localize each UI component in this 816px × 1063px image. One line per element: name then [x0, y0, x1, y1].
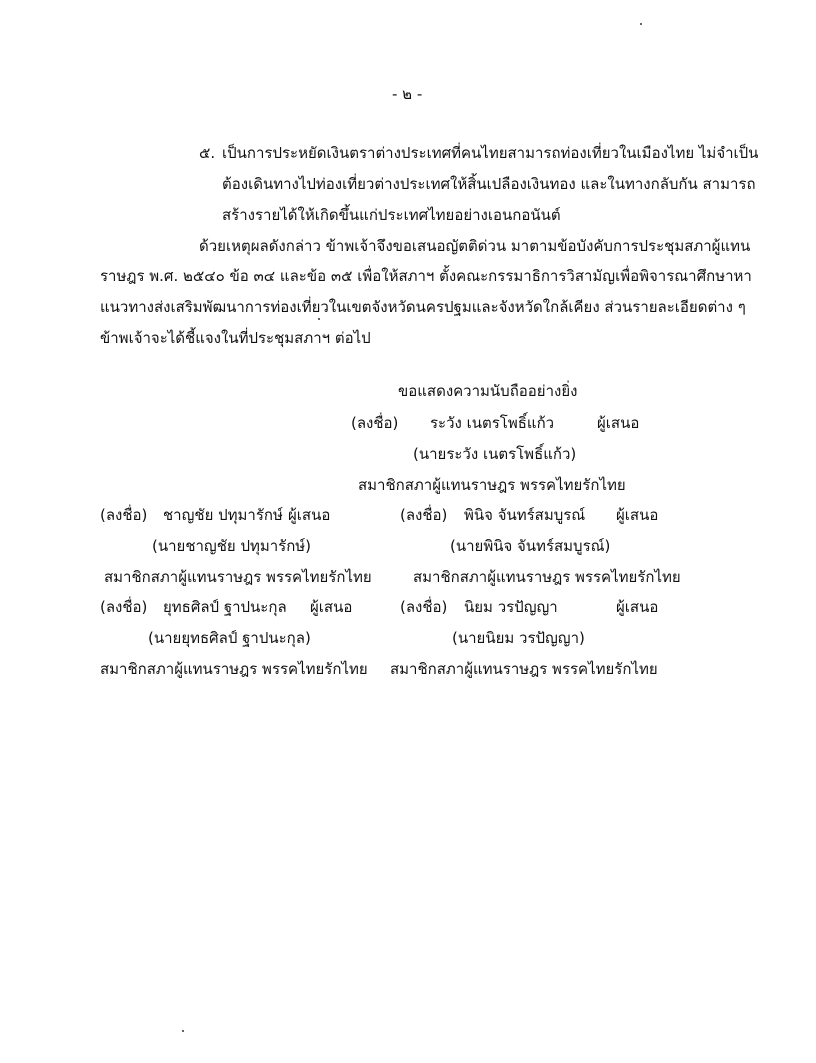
page-number: - ๒ - [392, 85, 423, 103]
closing-phrase: ขอแสดงความนับถืออย่างยิ่ง [398, 382, 578, 400]
signer-full-name: (นายพินิจ จันทร์สมบูรณ์) [450, 537, 611, 555]
scan-speck [318, 318, 320, 320]
signer-name: พินิจ จันทร์สมบูรณ์ [464, 506, 586, 524]
signer-position: สมาชิกสภาผู้แทนราษฎร พรรคไทยรักไทย [358, 476, 626, 494]
signer-position: สมาชิกสภาผู้แทนราษฎร พรรคไทยรักไทย [100, 660, 368, 678]
paragraph-line: แนวทางส่งเสริมพัฒนาการท่องเที่ยวในเขตจังหวัดนครปฐมและจังหวัดใกล้เคียง ส่วนรายละเอียดต่าง ๆ [100, 298, 746, 316]
signer-position: สมาชิกสภาผู้แทนราษฎร พรรคไทยรักไทย [413, 568, 681, 586]
sign-label: (ลงชื่อ) [400, 598, 448, 616]
item-text-line: เป็นการประหยัดเงินตราต่างประเทศที่คนไทยสามารถท่องเที่ยวในเมืองไทย ไม่จำเป็น [222, 144, 759, 162]
signer-full-name: (นายยุทธศิลป์ ฐาปนะกุล) [148, 629, 311, 647]
signer-role: ผู้เสนอ [597, 414, 640, 432]
paragraph-line: ราษฎร พ.ศ. ๒๕๔๐ ข้อ ๓๔ และข้อ ๓๕ เพื่อให้สภาฯ ตั้งคณะกรรมาธิการวิสามัญเพื่อพิจารณาศึกษาหา [100, 267, 752, 285]
signer-full-name: (นายนิยม วรปัญญา) [452, 629, 585, 647]
signer-name: นิยม วรปัญญา [464, 598, 558, 616]
sign-label: (ลงชื่อ) [400, 506, 448, 524]
signer-role: ผู้เสนอ [616, 506, 659, 524]
signer-name: ระวัง เนตรโพธิ์แก้ว [430, 414, 555, 432]
signer-name: ชาญชัย ปทุมารักษ์ [163, 506, 283, 524]
item-number: ๕. [199, 144, 216, 162]
paragraph-line: ด้วยเหตุผลดังกล่าว ข้าพเจ้าจึงขอเสนอญัตติด่วน มาตามข้อบังคับการประชุมสภาผู้แทน [199, 237, 751, 255]
signer-position: สมาชิกสภาผู้แทนราษฎร พรรคไทยรักไทย [390, 660, 658, 678]
signer-name: ยุทธศิลป์ ฐาปนะกุล [163, 598, 287, 616]
scan-speck [640, 23, 642, 25]
item-text-line: สร้างรายได้ให้เกิดขึ้นแก่ประเทศไทยอย่างเอนกอนันต์ [222, 206, 561, 224]
sign-label: (ลงชื่อ) [100, 506, 148, 524]
sign-label: (ลงชื่อ) [100, 598, 148, 616]
signer-role: ผู้เสนอ [310, 598, 353, 616]
item-text-line: ต้องเดินทางไปท่องเที่ยวต่างประเทศให้สิ้นเปลืองเงินทอง และในทางกลับกัน สามารถ [222, 175, 756, 193]
signer-role: ผู้เสนอ [288, 506, 331, 524]
signer-role: ผู้เสนอ [616, 598, 659, 616]
paragraph-line: ข้าพเจ้าจะได้ชี้แจงในที่ประชุมสภาฯ ต่อไป [100, 329, 371, 347]
signer-position: สมาชิกสภาผู้แทนราษฎร พรรคไทยรักไทย [104, 568, 372, 586]
sign-label: (ลงชื่อ) [351, 414, 399, 432]
signer-full-name: (นายชาญชัย ปทุมารักษ์) [152, 537, 312, 555]
scan-speck [182, 1030, 184, 1032]
signer-full-name: (นายระวัง เนตรโพธิ์แก้ว) [413, 445, 577, 463]
